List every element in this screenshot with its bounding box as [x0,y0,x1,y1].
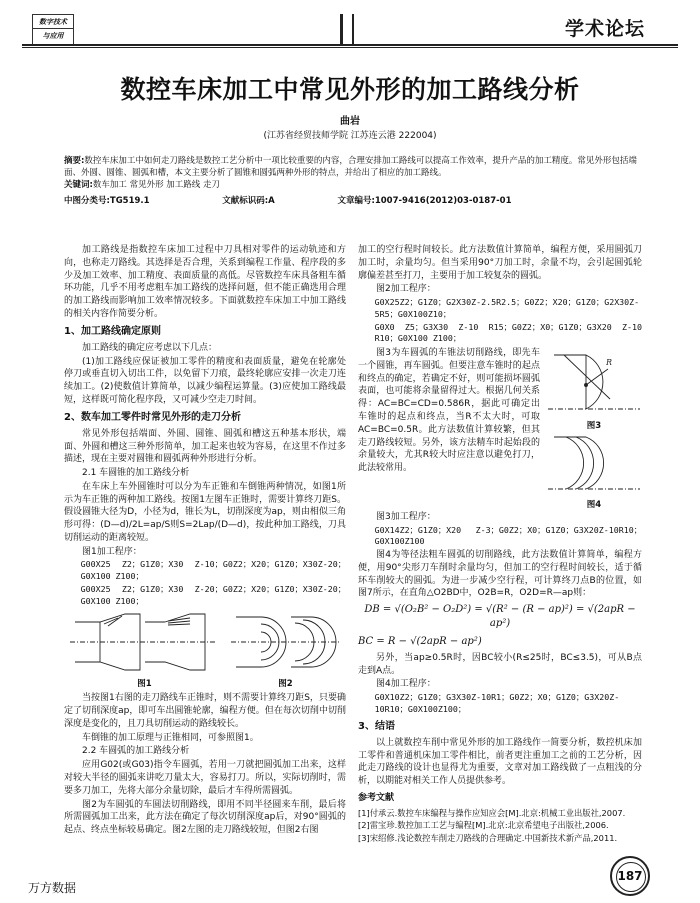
formula-db: DB = √(O₂B² − O₂D²) = √(R² − (R − ap)²) = √(2apR − ap²) [364,604,636,630]
paragraph: 在车床上车外圆锥时可以分为车正锥和车倒锥两种情况，如图1所示为车正锥的两种加工路线。按图1左图车正锥时，需要计算终刀距S。假设圆锥大径为D，小径为d，锥长为L，切削深度为ap，则由相似三角形可得：(D—d)/2L=ap/S则S=2Lap/(D—d)，按此种加工路线，刀具切削运动的距离较短。 [64,481,346,543]
cone-toolpath-diagram [70,612,220,674]
paragraph: 以上就数控车削中常见外形的加工路线作一简要分析，数控机床加工零件和普通机床加工零件相比，前者更注重加工之前的工艺分析，因此走刀路线的设计也显得尤为重要，文章对加工路线做了一点粗浅的分析，以期能对相关工作人员提供参考。 [358,737,642,787]
source-watermark: 万方数据 [28,881,77,895]
code-line: G00X25 Z2；G1Z0；X30 Z-10；G0Z2；X20；G1Z0；X30Z-20；G0X100 Z100； [80,559,346,582]
section-1-heading: 1、加工路线确定原则 [64,325,161,337]
figure-1-caption: 图1 [137,679,152,690]
logo-line-1: 数字技术 [33,15,73,29]
program-label: 图1加工程序： [82,546,142,557]
right-column [358,244,642,846]
header-rule [22,44,678,46]
program-label: 图2加工程序： [376,284,436,295]
header-rule [22,47,678,48]
reference-item: [1]付承云.数控车床编程与操作应知应会[M].北京:机械工业出版社,2007. [358,807,626,818]
program-label: 图4加工程序： [376,679,436,690]
clc-number: 中图分类号:TG519.1 [64,196,150,206]
paragraph: 车倒锥的加工原理与正锥相同，可参照图1。 [82,732,259,743]
section-2-heading: 2、数车加工零件时常见外形的走刀分析 [64,411,241,423]
document-code: 文献标识码:A [222,196,275,206]
figure-3-block [358,347,642,511]
reference-item: [3]宋绍修.浅论数控车削走刀路线的合理确定.中国新技术新产品,2011. [358,833,618,844]
radius-label: R [606,358,613,368]
subsection-2-1-heading: 2.1 车圆锥的加工路线分析 [82,468,190,479]
code-line: G0X10Z2；G1Z0；G3X30Z-10R1；G0Z2；X0；G1Z0；G3X20Z-10R10；G0X100Z100； [374,692,620,714]
figure-2 [231,612,341,691]
article-title: 数控车床加工中常见外形的加工路线分析 [120,75,580,104]
references-heading: 参考文献 [358,792,395,803]
code-line: G00X25 Z2；G1Z0；X30 Z-20；G0Z2；X20；G1Z0；X30Z-20；G0X100 Z100； [80,584,346,606]
paragraph: 常见外形包括端面、外圆、圆锥、圆弧和槽这五种基本形状，端面、外圆和槽这三种外形简单，加工起来也较为容易，在这里不作过多描述，现在主要对圆锥和圆弧两种外形进行分析。 [64,428,346,465]
journal-logo [32,14,74,46]
program-label: 图3加工程序： [376,511,436,522]
code-line: G0X14Z2；G1Z0；X20 Z-3；G0Z2；X0；G1Z0；G3X20Z-10R10；G0X100Z100 [374,524,642,547]
keywords-text: 数车加工 常见外形 加工路线 走刀 [92,180,221,191]
code-line: G0X0 Z5；G3X30 Z-10 R15；G0Z2；X0；G1Z0；G3X20 Z-10 R10；G0X100 Z100； [374,321,642,344]
keywords-label: 关键词: [64,180,93,191]
abstract [64,155,644,191]
figures-3-4 [546,347,642,511]
arc-toolpath-diagram [231,612,341,674]
badge-ring [616,862,646,892]
paragraph: (1)加工路线应保证被加工零件的精度和表面质量，避免在轮廓处停刀或垂直切入切出工件，以免留下刀痕，最终轮廓应安排一次走刀连续加工。(2)使数值计算简单，以减少编程运算量。(3)应使加工路线最短，这样既可简化程序段，又可减少空走刀时间。 [64,356,346,405]
article-meta [64,195,644,207]
page-number: 187 [617,869,643,883]
code-line: G0X25Z2；G1Z0；G2X30Z-2.5R2.5；G0Z2；X20；G1Z0；G2X30Z-5R5；G0X100Z10； [374,297,640,319]
paragraph: 图2为车圆弧的车圆法切削路线，即用不同半径圆来车削，最后将所需圆弧加工出来，此方法在确定了每次切削深度ap后，对90°圆弧的起点、终点坐标较易确定。图2左图的走刀路线较短，但图2右图 [64,799,346,836]
figure-4-caption: 图4 [586,499,602,510]
author: 曲岩 [340,116,360,127]
figure-3-diagram [546,347,642,415]
section-title: 学术论坛 [565,18,646,40]
page-number-badge [610,856,650,896]
paragraph: 应用G02(或G03)指令车圆弧，若用一刀就把圆弧加工出来，这样对较大半径的圆弧来讲吃刀量太大，容易打刀。所以，实际切削时，需要多刀加工，先将大部分余量切除，最后才车得所需圆弧。 [64,760,346,796]
left-column [64,244,346,838]
reference-item: [2]雷宝珍.数控加工工艺与编程[M].北京:北京希望电子出版社,2006. [358,820,609,831]
logo-line-2: 与应用 [42,31,64,40]
header-bar-mark [340,14,343,44]
figure-row-1-2 [64,612,346,691]
paragraph: 图3为车圆弧的车锥法切削路线，即先车一个圆锥，再车圆弧。但要注意车锥时的起点和终点的确定，若确定不好，则可能损坏圆弧表面，也可能将余量留得过大。根据几何关系得：AC=BC=CD=0.586R，据此可确定出车锥时的起点和终点，当R不太大时，可取AC=BC=0.5R。此方法数值计算较繁，但其走刀路线较短。另外，该方法精车时起始段的余量较大，尤其R较大时应注意以避免打刀，此法较常用。 [358,348,540,474]
subsection-2-2-heading: 2.2 车圆弧的加工路线分析 [82,746,190,757]
figure-3-caption: 图3 [586,420,602,431]
formula-bc: BC = R − √(2apR − ap²) [358,635,482,647]
paragraph: 加工的空行程时间较长。此方法数值计算简单，编程方便，采用圆弧刀加工时，余量均匀。但当采用90°刀加工时，余量不均，会引起圆弧轮廓偏差甚至打刀，主要用于加工较复杂的圆弧。 [358,245,642,281]
abstract-text: 数控车床加工中如何走刀路线是数控工艺分析中一项比较重要的内容，合理安排加工路线可以提高工作效率，提升产品的加工精度。常见外形包括端面、外圆、圆锥、圆弧和槽，本文主要分析了圆锥和圆弧两种外形的特点，并给出了相应的加工路线。 [64,156,637,179]
abstract-label: 摘要: [64,156,85,166]
paragraph: 加工路线的确定应考虑以下几点： [82,342,218,353]
paragraph: 当按图1右图的走刀路线车正锥时，则不需要计算终刀距S，只要确定了切削深度ap，即可车出圆锥轮廓，编程方便。但在每次切削中切削深度是变化的，且刀具切削运动的路线较长。 [64,693,346,729]
figure-2-caption: 图2 [278,679,293,690]
header-bar-mark [352,14,354,44]
article-number: 文章编号:1007-9416(2012)03-0187-01 [337,196,512,206]
references-list [358,808,642,845]
figure-1 [70,612,220,691]
figure-4-diagram [546,432,642,494]
section-3-heading: 3、结语 [358,720,395,732]
paragraph: 图4为等径法粗车圆弧的切削路线，此方法数值计算简单，编程方便，用90°尖形刀车削时余量均匀，但加工的空行程时间较长，适于循环车削较大的圆弧。为进一步减少空行程，可计算终刀点B的位置，如图7所示，在直角△O2BD中，O2B=R，O2D=R—ap则： [358,550,642,599]
intro-paragraph: 加工路线是指数控车床加工过程中刀具相对零件的运动轨迹和方向，也称走刀路线。其选择是否合理，关系到编程工作量、程序段的多少及加工效率、加工精度、表面质量的高低。尽管数控车床具备粗车循环功能，几乎不用考虑粗车加工路线的选择问题，但不能正确选用合理的加工路线而影响加工效率情况较多。下面就数控车床加工中加工路线的相关内容作简要分析。 [64,245,346,319]
affiliation: (江苏省经贸技师学院 江苏连云港 222004) [263,131,437,141]
paragraph: 另外，当ap≥0.5R时，因BC较小(R≤25时，BC≤3.5)，可从B点走到A点。 [358,652,642,676]
